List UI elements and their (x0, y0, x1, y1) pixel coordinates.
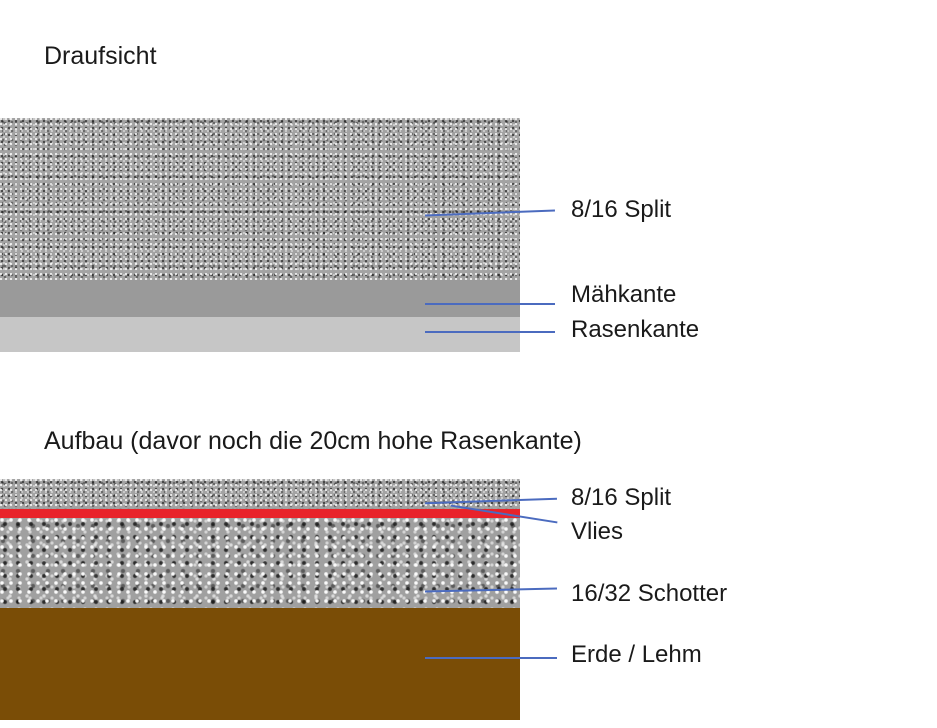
top-view-layer-maehkante (0, 280, 520, 317)
label-maehkante: Mähkante (571, 281, 677, 308)
label-split-8-16-top: 8/16 Split (571, 196, 672, 223)
label-vlies: Vlies (571, 518, 624, 545)
section-title-aufbau: Aufbau (davor noch die 20cm hohe Rasenkante) (44, 427, 582, 455)
section-title-draufsicht: Draufsicht (44, 42, 157, 70)
cross-section-layer-split-8-16 (0, 479, 520, 509)
leader-line-maehkante (425, 303, 555, 305)
cross-section-layer-vlies (0, 509, 520, 518)
label-schotter-16-32: 16/32 Schotter (571, 580, 728, 607)
cross-section-layer-erde-lehm (0, 608, 520, 720)
label-erde-lehm: Erde / Lehm (571, 641, 702, 668)
top-view-layer-split-8-16 (0, 118, 520, 280)
leader-line-rasenkante (425, 331, 555, 333)
cross-section-layer-schotter-16-32 (0, 518, 520, 608)
leader-line-erde-lehm (425, 657, 557, 659)
label-rasenkante: Rasenkante (571, 316, 700, 343)
top-view-layer-rasenkante (0, 317, 520, 352)
label-split-8-16-cross: 8/16 Split (571, 484, 672, 511)
